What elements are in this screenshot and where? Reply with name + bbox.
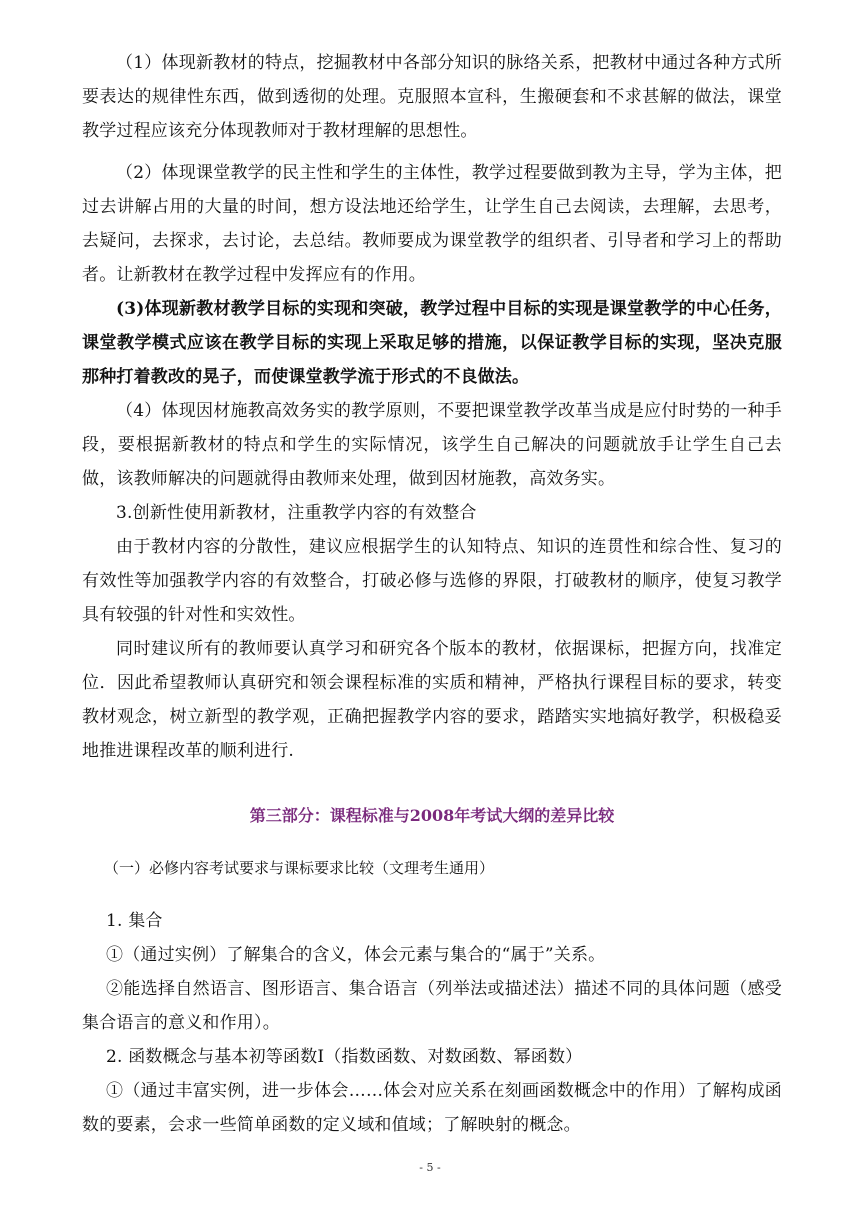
paragraph-integration: 由于教材内容的分散性，建议应根据学生的认知特点、知识的连贯性和综合性、复习的有效性等加强教学内容的有效整合，打破必修与选修的界限，打破教材的顺序，使复习教学具有较强的针对性和实效性。 <box>82 537 782 625</box>
item-1-point-b: ②能选择自然语言、图形语言、集合语言（列举法或描述法）描述不同的具体问题（感受集合语言的意义和作用）。 <box>82 979 782 1033</box>
section-subheading: （一）必修内容考试要求与课标要求比较（文理考生通用） <box>104 859 495 877</box>
item-1-title: 1. 集合 <box>106 911 163 931</box>
paragraph-point-1: （1）体现新教材的特点，挖掘教材中各部分知识的脉络关系，把教材中通过各种方式所要表达的规律性东西，做到透彻的处理。克服照本宣科，生搬硬套和不求甚解的做法，课堂教学过程应该充分体现教师对于教材理解的思想性。 <box>82 53 782 141</box>
item-1-point-a: ①（通过实例）了解集合的含义，体会元素与集合的“属于”关系。 <box>106 945 606 965</box>
page-number: - 5 - <box>419 1161 441 1174</box>
heading-3-innovative-use: 3.创新性使用新教材，注重教学内容的有效整合 <box>116 503 477 523</box>
item-2-point-a: ①（通过丰富实例，进一步体会……体会对应关系在刻画函数概念中的作用）了解构成函数的要素，会求一些简单函数的定义域和值域；了解映射的概念。 <box>82 1081 782 1135</box>
item-2-title: 2. 函数概念与基本初等函数Ⅰ（指数函数、对数函数、幂函数） <box>106 1047 583 1067</box>
paragraph-point-2: （2）体现课堂教学的民主性和学生的主体性，教学过程要做到教为主导，学为主体，把过去讲解占用的大量的时间，想方设法地还给学生，让学生自己去阅读，去理解，去思考，去疑问，去探求，去讨论，去总结。教师要成为课堂教学的组织者、引导者和学习上的帮助者。让新教材在教学过程中发挥应有的作用。 <box>82 163 782 285</box>
paragraph-point-4: （4）体现因材施教高效务实的教学原则，不要把课堂教学改革当成是应付时势的一种手段，要根据新教材的特点和学生的实际情况，该学生自己解决的问题就放手让学生自己去做，该教师解决的问题就得由教师来处理，做到因材施教，高效务实。 <box>82 401 782 489</box>
paragraph-suggestion: 同时建议所有的教师要认真学习和研究各个版本的教材，依据课标，把握方向，找准定位．因此希望教师认真研究和领会课程标准的实质和精神，严格执行课程目标的要求，转变教材观念，树立新型的教学观，正确把握教学内容的要求，踏踏实实地搞好教学，积极稳妥地推进课程改革的顺利进行. <box>82 639 782 761</box>
section-title: 第三部分：课程标准与2008年考试大纲的差异比较 <box>249 806 615 825</box>
paragraph-point-3: (3)体现新教材教学目标的实现和突破，教学过程中目标的实现是课堂教学的中心任务，课堂教学模式应该在教学目标的实现上采取足够的措施，以保证教学目标的实现，坚决克服那种打着教改的晃子，而使课堂教学流于形式的不良做法。 <box>82 299 782 387</box>
